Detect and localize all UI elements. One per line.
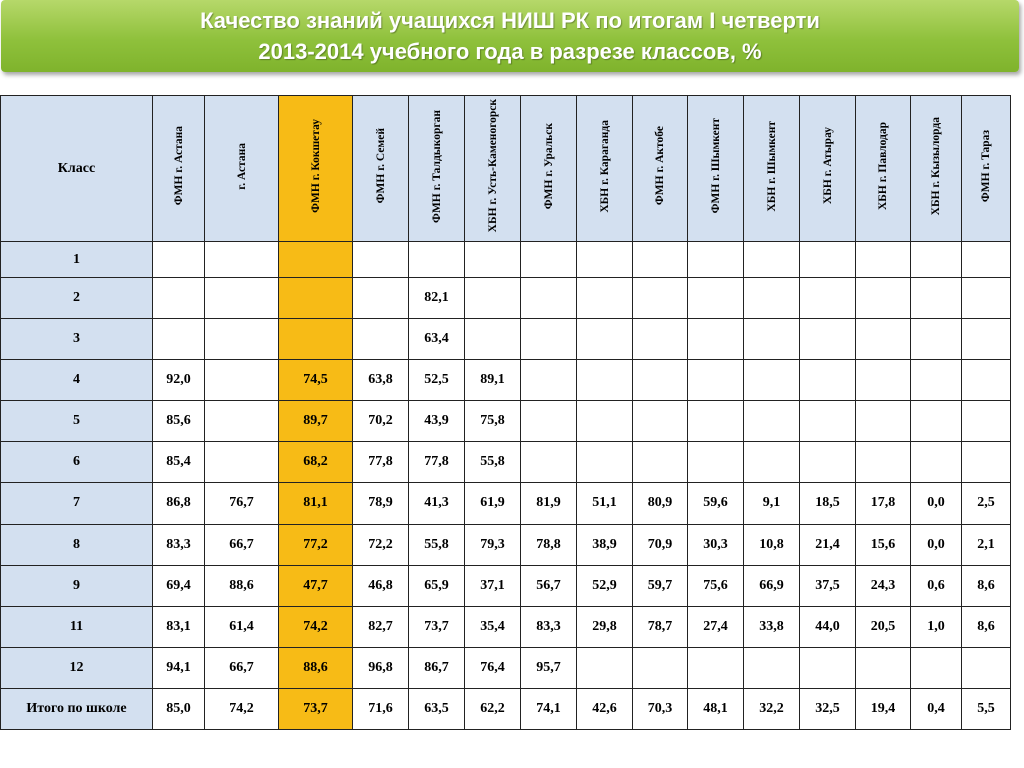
table-cell: 77,8 (409, 442, 465, 483)
table-cell: 63,5 (409, 688, 465, 729)
column-header-11 (744, 96, 800, 242)
table-cell (153, 278, 205, 319)
title-line-2: 2013-2014 учебного года в разрезе классов, % (258, 39, 762, 64)
column-header-label: ХБН г. Атырау (821, 127, 834, 205)
table-cell (205, 360, 279, 401)
table-cell: 17,8 (856, 483, 911, 524)
table-cell: 74,2 (279, 606, 353, 647)
column-header-14 (911, 96, 962, 242)
column-header-5 (409, 96, 465, 242)
table-cell (962, 360, 1011, 401)
table-cell: 52,9 (577, 565, 633, 606)
table-cell: 15,6 (856, 524, 911, 565)
table-cell (744, 278, 800, 319)
table-cell (633, 242, 688, 278)
table-cell: 63,8 (353, 360, 409, 401)
header-row (1, 96, 1011, 242)
table-cell (577, 278, 633, 319)
table-cell: 32,5 (800, 688, 856, 729)
table-cell: 19,4 (856, 688, 911, 729)
column-header-label: ФМН г. Астана (172, 126, 185, 206)
column-header-label: ХБН г. Усть-Каменогорск (486, 99, 499, 233)
table-cell: 29,8 (577, 606, 633, 647)
table-cell: 0,4 (911, 688, 962, 729)
table-cell: 70,9 (633, 524, 688, 565)
table-cell (800, 319, 856, 360)
table-cell: 74,5 (279, 360, 353, 401)
table-cell: 2,5 (962, 483, 1011, 524)
table-cell: 83,1 (153, 606, 205, 647)
table-cell (962, 319, 1011, 360)
row-label: 3 (1, 319, 153, 360)
table-cell: 68,2 (279, 442, 353, 483)
table-cell: 85,6 (153, 401, 205, 442)
table-row (1, 319, 1011, 360)
table-cell: 92,0 (153, 360, 205, 401)
table-cell (688, 401, 744, 442)
table-cell: 38,9 (577, 524, 633, 565)
table-cell (800, 360, 856, 401)
title-line-1: Качество знаний учащихся НИШ РК по итогам I четверти (200, 8, 820, 33)
column-header-label: ФМН г. Шымкент (709, 118, 722, 214)
table-cell: 8,6 (962, 565, 1011, 606)
table-cell (521, 319, 577, 360)
row-label: 4 (1, 360, 153, 401)
table-cell: 81,1 (279, 483, 353, 524)
table-cell (577, 360, 633, 401)
table-cell: 55,8 (409, 524, 465, 565)
column-header-label: ФМН г. Талдыкорган (430, 109, 443, 223)
table-cell (205, 401, 279, 442)
row-label: 6 (1, 442, 153, 483)
table-cell (688, 442, 744, 483)
row-label: 5 (1, 401, 153, 442)
table-cell (577, 242, 633, 278)
table-cell: 51,1 (577, 483, 633, 524)
table-row (1, 360, 1011, 401)
table-cell (577, 319, 633, 360)
table-cell: 10,8 (744, 524, 800, 565)
quality-table (0, 95, 1011, 730)
table-cell: 56,7 (521, 565, 577, 606)
table-cell (911, 319, 962, 360)
row-label: 11 (1, 606, 153, 647)
table-cell (205, 442, 279, 483)
column-header-4 (353, 96, 409, 242)
column-header-label: ФМН г. Актобе (654, 126, 666, 206)
table-cell (856, 360, 911, 401)
table-cell (205, 319, 279, 360)
table-cell (688, 360, 744, 401)
table-cell: 75,8 (465, 401, 521, 442)
table-row (1, 401, 1011, 442)
table-cell: 73,7 (279, 688, 353, 729)
table-cell (465, 319, 521, 360)
table-cell (911, 242, 962, 278)
table-row (1, 524, 1011, 565)
table-cell: 70,3 (633, 688, 688, 729)
table-cell: 42,6 (577, 688, 633, 729)
table-cell: 59,6 (688, 483, 744, 524)
column-header-label: ХБН г. Шымкент (765, 120, 778, 212)
table-cell: 89,1 (465, 360, 521, 401)
table-cell: 18,5 (800, 483, 856, 524)
table-cell (688, 242, 744, 278)
table-cell (744, 647, 800, 688)
table-cell (279, 278, 353, 319)
table-cell (577, 401, 633, 442)
column-header-3 (279, 96, 353, 242)
table-cell: 0,6 (911, 565, 962, 606)
table-cell (962, 242, 1011, 278)
table-body (1, 242, 1011, 730)
column-header-label: ФМН г. Кокшетау (309, 119, 322, 213)
table-cell: 77,8 (353, 442, 409, 483)
table-cell (856, 401, 911, 442)
table-cell (688, 647, 744, 688)
table-cell (633, 278, 688, 319)
table-cell: 82,1 (409, 278, 465, 319)
table-cell: 32,2 (744, 688, 800, 729)
row-label: 1 (1, 242, 153, 278)
column-header-6 (465, 96, 521, 242)
table-cell: 9,1 (744, 483, 800, 524)
table-cell: 69,4 (153, 565, 205, 606)
row-label: Итого по школе (1, 688, 153, 729)
table-cell: 30,3 (688, 524, 744, 565)
table-cell: 80,9 (633, 483, 688, 524)
table-row (1, 483, 1011, 524)
table-cell: 63,4 (409, 319, 465, 360)
table-cell: 77,2 (279, 524, 353, 565)
table-cell: 74,1 (521, 688, 577, 729)
table-cell (353, 319, 409, 360)
table-cell: 83,3 (153, 524, 205, 565)
table-cell: 48,1 (688, 688, 744, 729)
table-cell: 95,7 (521, 647, 577, 688)
table-cell: 62,2 (465, 688, 521, 729)
table-row (1, 242, 1011, 278)
table-cell: 66,9 (744, 565, 800, 606)
table-cell (911, 401, 962, 442)
table-cell: 89,7 (279, 401, 353, 442)
table-cell: 86,7 (409, 647, 465, 688)
title-banner (1, 0, 1019, 72)
table-cell: 41,3 (409, 483, 465, 524)
table-cell (465, 242, 521, 278)
table-cell (633, 442, 688, 483)
table-cell (911, 278, 962, 319)
table-cell (521, 278, 577, 319)
table-cell (800, 442, 856, 483)
table-cell (856, 319, 911, 360)
table-cell: 73,7 (409, 606, 465, 647)
column-header-label: ХБН г. Караганда (598, 119, 611, 213)
table-cell (521, 442, 577, 483)
table-cell (153, 242, 205, 278)
column-header-label: г. Астана (235, 142, 248, 190)
table-cell (962, 278, 1011, 319)
table-cell (962, 647, 1011, 688)
table-cell: 8,6 (962, 606, 1011, 647)
table-cell (521, 401, 577, 442)
table-cell: 75,6 (688, 565, 744, 606)
table-cell: 35,4 (465, 606, 521, 647)
row-label: 7 (1, 483, 153, 524)
table-cell: 78,8 (521, 524, 577, 565)
corner-label: Класс (1, 96, 153, 242)
table-cell: 0,0 (911, 483, 962, 524)
table-cell: 78,7 (633, 606, 688, 647)
table-cell (800, 401, 856, 442)
table-cell: 52,5 (409, 360, 465, 401)
table-cell (911, 442, 962, 483)
column-header-2 (205, 96, 279, 242)
table-cell (744, 242, 800, 278)
table-cell: 70,2 (353, 401, 409, 442)
table-cell (800, 242, 856, 278)
table-cell (633, 319, 688, 360)
column-header-label: ХБН г. Кызылорда (930, 116, 942, 216)
table-cell (800, 647, 856, 688)
table-cell (744, 401, 800, 442)
row-label: 2 (1, 278, 153, 319)
table-cell: 72,2 (353, 524, 409, 565)
table-cell: 96,8 (353, 647, 409, 688)
table-cell: 43,9 (409, 401, 465, 442)
table-row (1, 647, 1011, 688)
row-label: 9 (1, 565, 153, 606)
table-row (1, 565, 1011, 606)
column-header-13 (856, 96, 911, 242)
table-cell: 83,3 (521, 606, 577, 647)
table-cell (353, 242, 409, 278)
column-header-label: ФМН г. Семей (374, 128, 387, 204)
table-cell: 20,5 (856, 606, 911, 647)
table-cell: 46,8 (353, 565, 409, 606)
column-header-10 (688, 96, 744, 242)
table-cell (465, 278, 521, 319)
table-cell (521, 242, 577, 278)
table-cell: 85,0 (153, 688, 205, 729)
table-cell (856, 278, 911, 319)
table-cell (744, 319, 800, 360)
table-cell: 66,7 (205, 524, 279, 565)
table-cell (744, 360, 800, 401)
table-row (1, 442, 1011, 483)
table-cell (353, 278, 409, 319)
table-cell: 88,6 (205, 565, 279, 606)
table-cell: 55,8 (465, 442, 521, 483)
table-cell: 78,9 (353, 483, 409, 524)
table-cell: 33,8 (744, 606, 800, 647)
table-cell (962, 442, 1011, 483)
table-cell: 76,7 (205, 483, 279, 524)
column-header-1 (153, 96, 205, 242)
column-header-8 (577, 96, 633, 242)
table-cell: 71,6 (353, 688, 409, 729)
table-cell: 74,2 (205, 688, 279, 729)
table-cell: 66,7 (205, 647, 279, 688)
table-cell: 86,8 (153, 483, 205, 524)
table-cell (800, 278, 856, 319)
column-header-label: ХБН г. Павлодар (877, 122, 889, 210)
table-cell: 2,1 (962, 524, 1011, 565)
table-cell: 0,0 (911, 524, 962, 565)
table-cell: 76,4 (465, 647, 521, 688)
table-cell: 37,5 (800, 565, 856, 606)
table-cell: 44,0 (800, 606, 856, 647)
table-cell (205, 242, 279, 278)
table-cell: 61,9 (465, 483, 521, 524)
table-cell (633, 647, 688, 688)
table-cell: 82,7 (353, 606, 409, 647)
table-cell (688, 319, 744, 360)
table-cell (856, 647, 911, 688)
table-cell (856, 242, 911, 278)
table-cell (633, 401, 688, 442)
table-row (1, 688, 1011, 729)
table-cell (633, 360, 688, 401)
table-row (1, 278, 1011, 319)
table-cell: 88,6 (279, 647, 353, 688)
table-cell: 65,9 (409, 565, 465, 606)
table-cell: 94,1 (153, 647, 205, 688)
table-row (1, 606, 1011, 647)
column-header-9 (633, 96, 688, 242)
table-cell (577, 647, 633, 688)
table-cell (962, 401, 1011, 442)
table-cell (279, 319, 353, 360)
table-cell (409, 242, 465, 278)
table-cell (688, 278, 744, 319)
table-cell: 81,9 (521, 483, 577, 524)
table-cell: 47,7 (279, 565, 353, 606)
row-label: 8 (1, 524, 153, 565)
column-header-label: ФМН г. Уральск (542, 122, 555, 210)
table-cell: 27,4 (688, 606, 744, 647)
table-cell: 5,5 (962, 688, 1011, 729)
table-cell: 85,4 (153, 442, 205, 483)
table-cell (744, 442, 800, 483)
table-cell: 37,1 (465, 565, 521, 606)
column-header-12 (800, 96, 856, 242)
table-cell: 59,7 (633, 565, 688, 606)
table-cell: 1,0 (911, 606, 962, 647)
table-cell: 24,3 (856, 565, 911, 606)
table-cell: 79,3 (465, 524, 521, 565)
table-cell (911, 360, 962, 401)
table-cell: 21,4 (800, 524, 856, 565)
table-cell: 61,4 (205, 606, 279, 647)
column-header-15 (962, 96, 1011, 242)
column-header-7 (521, 96, 577, 242)
table-cell (279, 242, 353, 278)
table-cell (521, 360, 577, 401)
table-cell (856, 442, 911, 483)
table-cell (153, 319, 205, 360)
table-cell (911, 647, 962, 688)
column-header-label: ФМН г. Тараз (980, 129, 992, 203)
table-cell (205, 278, 279, 319)
row-label: 12 (1, 647, 153, 688)
table-cell (577, 442, 633, 483)
